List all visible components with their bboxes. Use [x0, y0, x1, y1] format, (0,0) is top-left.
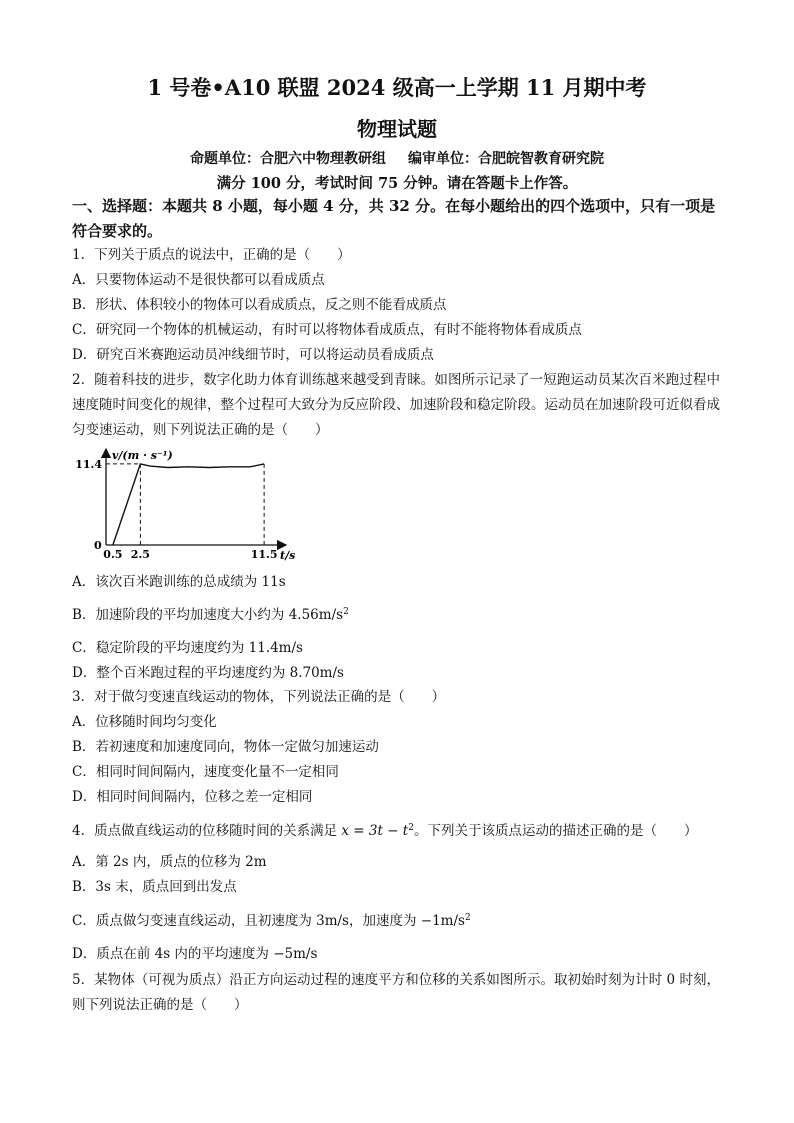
section-heading: 一、选择题：本题共 8 小题，每小题 4 分，共 32 分。在每小题给出的四个选项中，只有一项是符合要求的。 — [72, 197, 716, 240]
x-tick-label: 2.5 — [130, 548, 150, 561]
q4-option-c-text: C．质点做匀变速直线运动，且初速度为 3m/s，加速度为 −1m/s — [72, 913, 465, 929]
q3-option-d: D．相同时间间隔内，位移之差一定相同 — [72, 789, 313, 805]
q3-option-c: C．相同时间间隔内，速度变化量不一定相同 — [72, 764, 339, 780]
x-axis-label: t/s — [280, 549, 296, 562]
q2-option-b — [72, 605, 722, 625]
exam-title: 1 号卷•A10 联盟 2024 级高一上学期 11 月期中考 — [147, 75, 647, 100]
q4-equation: x = 3t − t — [341, 823, 409, 839]
q2-stem: 2．随着科技的进步，数字化助力体育训练越来越受到青睐。如图所示记录了一短跑运动员某次百米跑过程中速度随时间变化的规律，整个过程可大致分为反应阶段、加速阶段和稳定阶段。运动员在加速阶段可近似看成匀变速运动，则下列说法正确的是（ ） — [72, 372, 720, 438]
x-tick-label: 0.5 — [103, 548, 123, 561]
velocity-time-chart — [75, 445, 296, 565]
q2-option-a: A．该次百米跑训练的总成绩为 11s — [72, 574, 286, 590]
q4-equation-exponent: 2 — [408, 823, 414, 833]
q4-option-b: B．3s 末，质点回到出发点 — [72, 879, 237, 895]
q2-option-b-exponent: 2 — [343, 607, 349, 617]
exam-subject: 物理试题 — [357, 117, 437, 141]
q3-stem: 3．对于做匀变速直线运动的物体，下列说法正确的是（ ） — [72, 689, 446, 705]
velocity-series-line — [113, 464, 264, 545]
q2-option-c: C．稳定阶段的平均速度约为 11.4m/s — [72, 640, 303, 656]
q3-option-a: A．位移随时间均匀变化 — [72, 714, 217, 730]
q2-option-b-text: B．加速阶段的平均加速度大小约为 4.56m/s — [72, 607, 344, 623]
q4-stem-suffix: 。下列关于该质点运动的描述正确的是（ ） — [413, 823, 698, 839]
q1-option-c: C．研究同一个物体的机械运动，有时可以将物体看成质点，有时不能将物体看成质点 — [72, 322, 582, 338]
origin-label: 0 — [94, 539, 102, 552]
q4-option-c-exponent: 2 — [464, 913, 471, 923]
y-axis-label: v/(m · s⁻¹) — [112, 449, 173, 462]
exam-authors — [0, 148, 794, 168]
proposer-unit: 命题单位：合肥六中物理教研组 — [190, 151, 386, 167]
q4-option-d: D．质点在前 4s 内的平均速度为 −5m/s — [72, 946, 318, 962]
exam-instructions: 满分 100 分，考试时间 75 分钟。请在答题卡上作答。 — [216, 175, 578, 192]
q5-stem: 5．某物体（可视为质点）沿正方向运动过程的速度平方和位移的关系如图所示。取初始时刻为计时 0 时刻，则下列说法正确的是（ ） — [72, 972, 720, 1013]
q4-option-c — [72, 911, 722, 931]
q1-option-d: D．研究百米赛跑运动员冲线细节时，可以将运动员看成质点 — [72, 347, 434, 363]
reviewer-unit: 编审单位：合肥皖智教育研究院 — [408, 151, 604, 167]
q1-option-b: B．形状、体积较小的物体可以看成质点，反之则不能看成质点 — [72, 297, 447, 313]
q4-stem — [72, 821, 722, 841]
q3-option-b: B．若初速度和加速度同向，物体一定做匀加速运动 — [72, 739, 379, 755]
q1-option-a: A．只要物体运动不是很快都可以看成质点 — [72, 272, 325, 288]
q4-stem-prefix: 4．质点做直线运动的位移随时间的关系满足 — [72, 823, 342, 839]
q4-option-a: A．第 2s 内，质点的位移为 2m — [72, 854, 267, 870]
y-tick-label: 11.4 — [75, 457, 102, 471]
x-tick-label: 11.5 — [250, 548, 278, 561]
q1-stem: 1．下列关于质点的说法中，正确的是（ ） — [72, 247, 351, 263]
q2-option-d: D．整个百米跑过程的平均速度约为 8.70m/s — [72, 665, 344, 681]
